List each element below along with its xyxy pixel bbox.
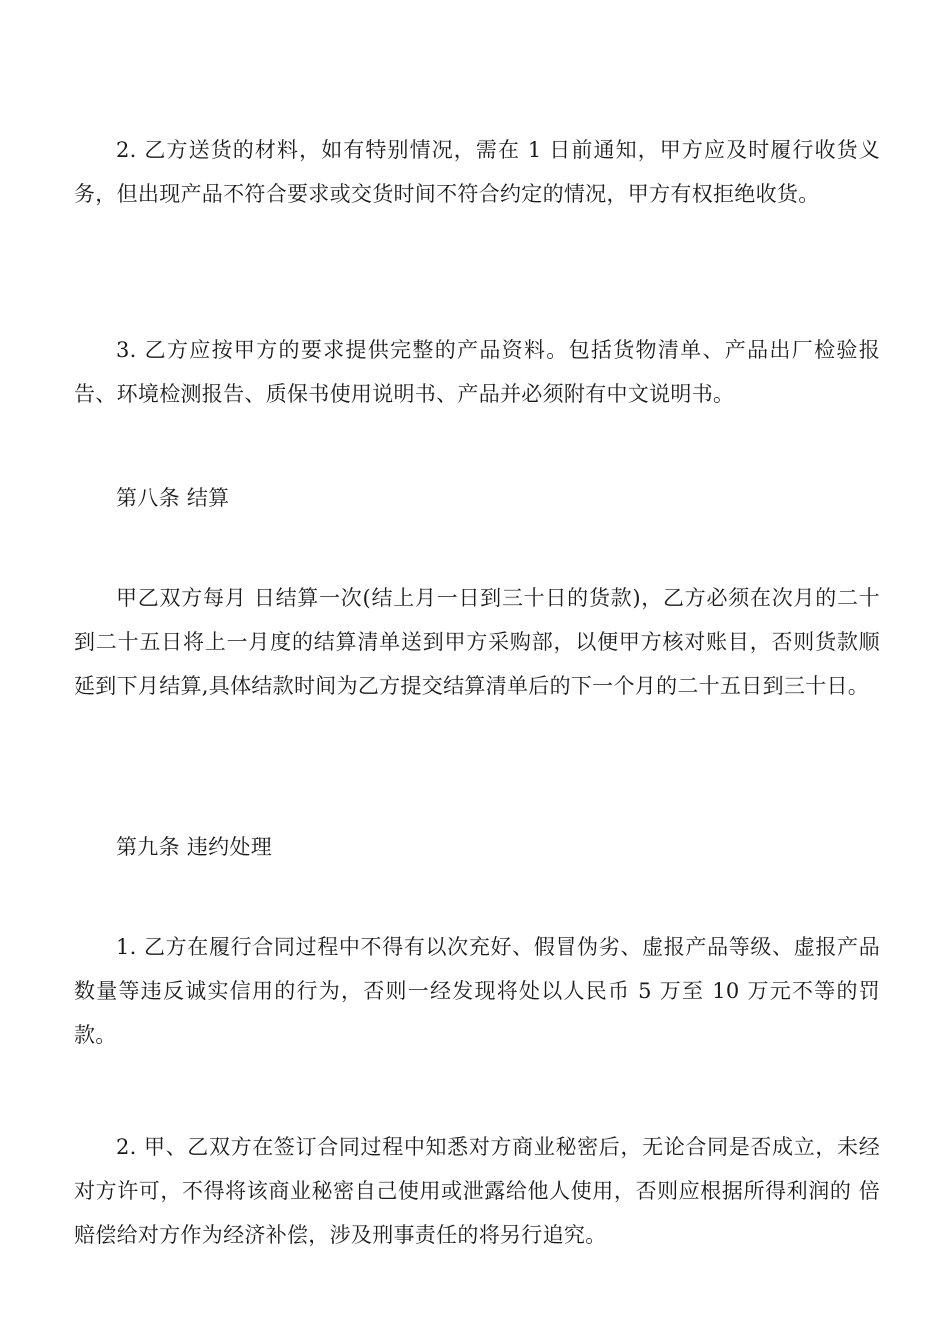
clause-7-item-2: 2. 乙方送货的材料，如有特别情况，需在 1 日前通知，甲方应及时履行收货义务，但出现产品不符合要求或交货时间不符合约定的情况，甲方有权拒绝收货。 [74, 138, 880, 206]
article-8-heading: 第八条 结算 [116, 486, 230, 510]
article-9-item-1: 1. 乙方在履行合同过程中不得有以次充好、假冒伪劣、虚报产品等级、虚报产品数量等违反诚实信用的行为，否则一经发现将处以人民币 5 万至 10 万元不等的罚款。 [74, 935, 880, 1047]
clause-7-item-3: 3. 乙方应按甲方的要求提供完整的产品资料。包括货物清单、产品出厂检验报告、环境检测报告、质保书使用说明书、产品并必须附有中文说明书。 [74, 338, 880, 406]
article-8-paragraph: 甲乙双方每月 日结算一次(结上月一日到三十日的货款)，乙方必须在次月的二十到二十五日将上一月度的结算清单送到甲方采购部，以便甲方核对账目，否则货款顺延到下月结算,具体结款时间为乙方提交结算清单后的下一个月的二十五日到三十日。 [74, 586, 880, 698]
article-9-item-2: 2. 甲、乙双方在签订合同过程中知悉对方商业秘密后，无论合同是否成立，未经对方许可，不得将该商业秘密自己使用或泄露给他人使用，否则应根据所得利润的 倍赔偿给对方作为经济补偿，涉及刑事责任的将另行追究。 [74, 1135, 880, 1247]
article-9-heading: 第九条 违约处理 [116, 835, 273, 859]
